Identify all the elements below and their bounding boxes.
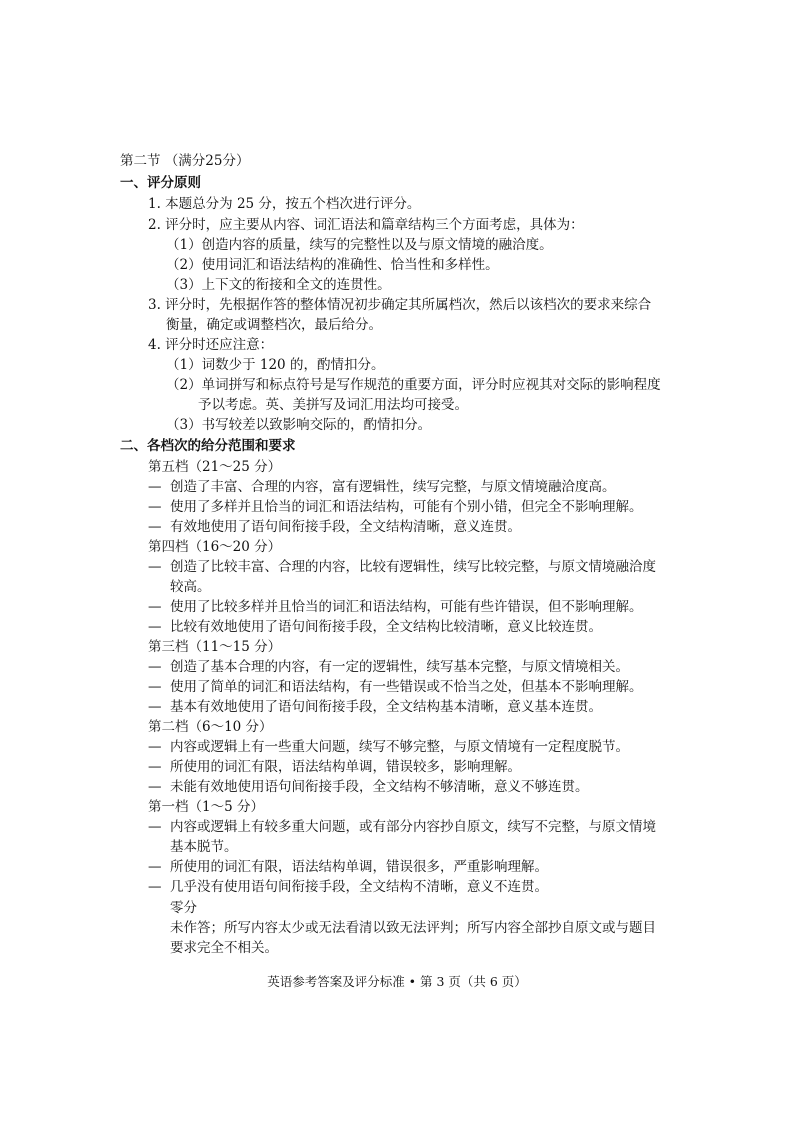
tier3-title: 第三档（11～15 分） (148, 639, 282, 655)
tier2-item-1-text: 内容或逻辑上有一些重大问题，续写不够完整，与原文情境有一定程度脱节。 (170, 739, 629, 755)
dash-mark: — (148, 679, 162, 695)
rule-item-4-sub-2-line-2: 予以考虑。英、美拼写及词汇用法均可接受。 (198, 397, 468, 413)
zero-line-2: 要求完全不相关。 (170, 940, 278, 956)
tier1-item-3-text: 几乎没有使用语句间衔接手段，全文结构不清晰，意义不连贯。 (170, 879, 548, 895)
rule-item-3-line-2: 衡量，确定或调整档次，最后给分。 (166, 317, 382, 333)
section-title: 第二节 （满分25分） (120, 153, 250, 169)
dash-mark: — (148, 659, 162, 675)
tier5-title: 第五档（21～25 分） (148, 459, 282, 475)
tier2-item-2 (148, 757, 521, 777)
zero-title: 零分 (170, 900, 197, 916)
tier4-item-1-line-2: 较高。 (170, 579, 211, 595)
part1-heading: 一、评分原则 (120, 175, 201, 191)
rule-item-1: 1. 本题总分为 25 分，按五个档次进行评分。 (148, 196, 421, 212)
tier4-item-3-text: 比较有效地使用了语句间衔接手段，全文结构比较清晰，意义比较连贯。 (170, 619, 602, 635)
dash-mark: — (148, 499, 162, 515)
rule-item-2-sub-3: （3）上下文的衔接和全文的连贯性。 (166, 277, 391, 293)
dash-mark: — (148, 619, 162, 635)
tier4-item-1-line-1 (148, 557, 656, 577)
rule-item-2: 2. 评分时，应主要从内容、词汇语法和篇章结构三个方面考虑，具体为： (148, 217, 584, 233)
tier2-item-3 (148, 777, 589, 797)
rule-item-4-sub-3: （3）书写较差以致影响交际的，酌情扣分。 (166, 417, 432, 433)
rule-item-3-line-1: 3. 评分时，先根据作答的整体情况初步确定其所属档次，然后以该档次的要求来综合 (148, 297, 652, 313)
dash-mark: — (148, 779, 162, 795)
tier2-item-3-text: 未能有效地使用语句间衔接手段，全文结构不够清晰，意义不够连贯。 (170, 779, 589, 795)
tier1-item-1-line-1 (148, 817, 656, 837)
tier1-item-3 (148, 877, 548, 897)
dash-mark: — (148, 519, 162, 535)
tier3-item-2 (148, 677, 643, 697)
dash-mark: — (148, 739, 162, 755)
part2-heading: 二、各档次的给分范围和要求 (120, 438, 296, 454)
dash-mark: — (148, 479, 162, 495)
tier3-item-3 (148, 697, 602, 717)
tier4-title: 第四档（16～20 分） (148, 539, 282, 555)
dash-mark: — (148, 819, 162, 835)
rule-item-2-sub-2: （2）使用词汇和语法结构的准确性、恰当性和多样性。 (166, 257, 499, 273)
tier4-item-3 (148, 617, 602, 637)
tier2-item-1 (148, 737, 629, 757)
tier5-item-3 (148, 517, 521, 537)
zero-line-1: 未作答；所写内容太少或无法看清以致无法评判；所写内容全部抄自原文或与题目 (170, 920, 656, 936)
tier1-item-2 (148, 857, 548, 877)
tier4-item-2-text: 使用了比较多样并且恰当的词汇和语法结构，可能有些许错误，但不影响理解。 (170, 599, 643, 615)
tier3-item-1-text: 创造了基本合理的内容，有一定的逻辑性，续写基本完整，与原文情境相关。 (170, 659, 629, 675)
tier5-item-3-text: 有效地使用了语句间衔接手段，全文结构清晰，意义连贯。 (170, 519, 521, 535)
page-footer: 英语参考答案及评分标准 • 第 3 页（共 6 页） (267, 974, 527, 989)
dash-mark: — (148, 599, 162, 615)
dash-mark: — (148, 859, 162, 875)
tier1-title: 第一档（1～5 分） (148, 799, 264, 815)
tier5-item-1 (148, 477, 616, 497)
rule-item-4: 4. 评分时还应注意： (148, 337, 274, 353)
dash-mark: — (148, 699, 162, 715)
rule-item-4-sub-1: （1）词数少于 120 的，酌情扣分。 (166, 357, 385, 373)
dash-mark: — (148, 879, 162, 895)
tier2-title: 第二档（6～10 分） (148, 719, 273, 735)
tier5-item-2-text: 使用了多样并且恰当的词汇和语法结构，可能有个别小错，但完全不影响理解。 (170, 499, 643, 515)
tier1-item-1-text: 内容或逻辑上有较多重大问题，或有部分内容抄自原文，续写不完整，与原文情境 (170, 819, 656, 835)
tier4-item-2 (148, 597, 643, 617)
tier2-item-2-text: 所使用的词汇有限，语法结构单调，错误较多，影响理解。 (170, 759, 521, 775)
tier3-item-2-text: 使用了简单的词汇和语法结构，有一些错误或不恰当之处，但基本不影响理解。 (170, 679, 643, 695)
rule-item-4-sub-2-line-1: （2）单词拼写和标点符号是写作规范的重要方面，评分时应视其对交际的影响程度 (166, 377, 661, 393)
tier1-item-2-text: 所使用的词汇有限，语法结构单调，错误很多，严重影响理解。 (170, 859, 548, 875)
dash-mark: — (148, 759, 162, 775)
rule-item-2-sub-1: （1）创造内容的质量，续写的完整性以及与原文情境的融洽度。 (166, 237, 553, 253)
tier1-item-1-line-2: 基本脱节。 (170, 839, 238, 855)
tier4-item-1-text: 创造了比较丰富、合理的内容，比较有逻辑性，续写比较完整，与原文情境融洽度 (170, 559, 656, 575)
dash-mark: — (148, 559, 162, 575)
tier5-item-1-text: 创造了丰富、合理的内容，富有逻辑性，续写完整，与原文情境融洽度高。 (170, 479, 616, 495)
tier3-item-1 (148, 657, 629, 677)
tier5-item-2 (148, 497, 643, 517)
tier3-item-3-text: 基本有效地使用了语句间衔接手段，全文结构基本清晰，意义基本连贯。 (170, 699, 602, 715)
